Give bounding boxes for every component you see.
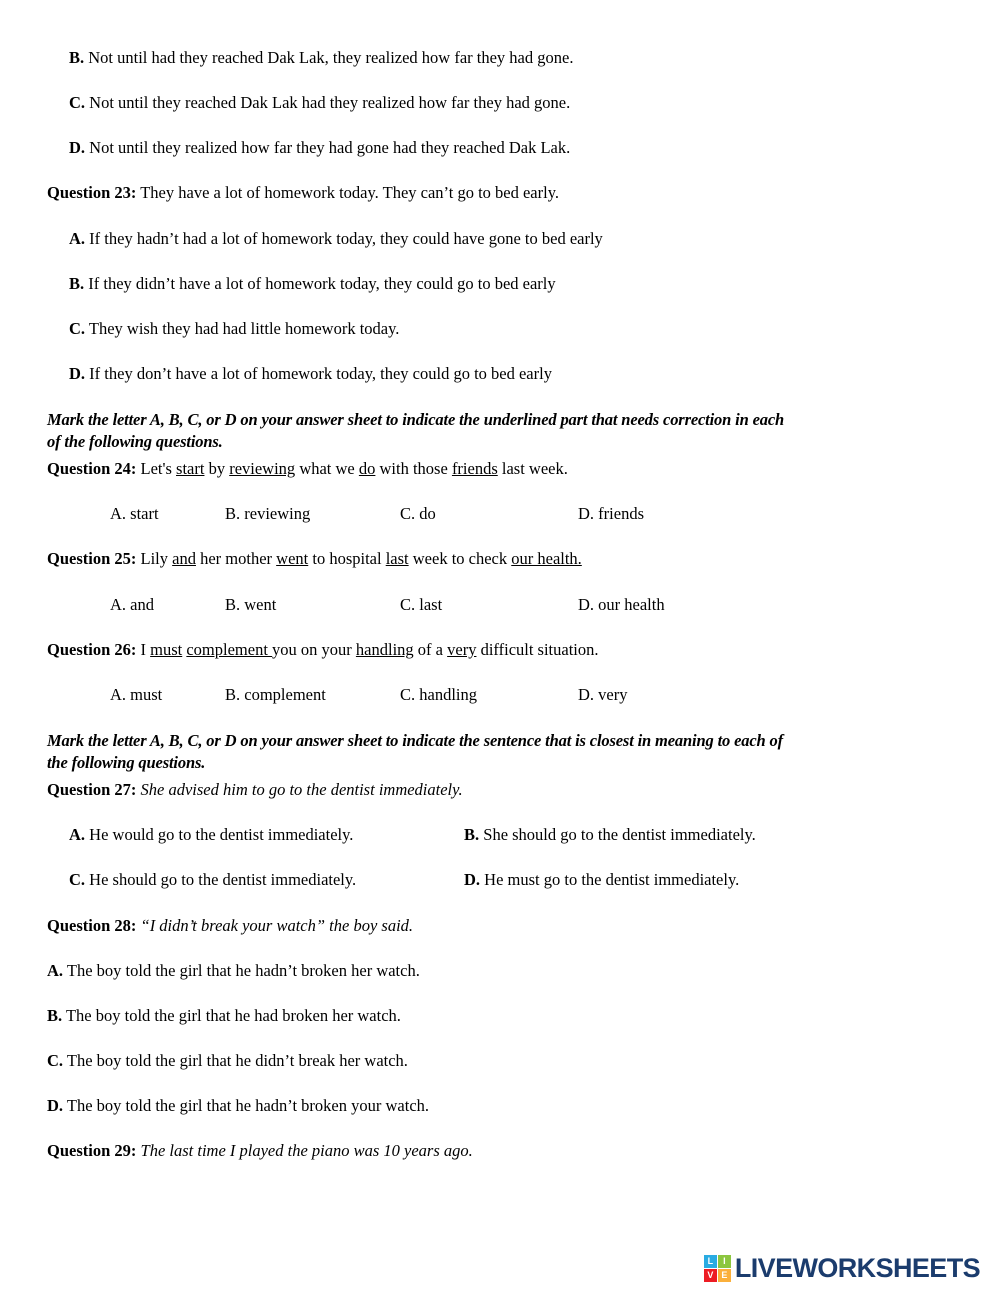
- q27-options-row-2: [69, 870, 953, 889]
- option-letter: B.: [69, 273, 85, 293]
- q26-answer-row: [110, 685, 953, 704]
- option-letter: D.: [464, 870, 481, 890]
- text-segment: last week.: [497, 459, 568, 479]
- question-24: [47, 459, 953, 478]
- q27-option-a: [69, 825, 464, 844]
- option-letter: D.: [69, 138, 86, 158]
- option-letter: C.: [47, 1050, 64, 1070]
- underlined-word: our health.: [511, 549, 582, 569]
- underlined-word: handling: [355, 639, 414, 659]
- text-segment: week to check: [408, 549, 512, 569]
- answer-choice-d: D. our health: [578, 594, 665, 614]
- instruction-line: of the following questions.: [47, 432, 223, 452]
- text-segment: Let's: [140, 459, 177, 479]
- question-label: Question 27:: [47, 780, 137, 800]
- option-text: The boy told the girl that he hadn’t broken your watch.: [63, 1096, 430, 1116]
- option-text: If they didn’t have a lot of homework today, they could go to bed early: [84, 273, 556, 293]
- instruction-correction: [47, 409, 953, 453]
- instruction-line: Mark the letter A, B, C, or D on your answer sheet to indicate the underlined part that needs correction in each: [47, 410, 785, 429]
- icon-letter-i: I: [718, 1255, 731, 1268]
- option-letter: C.: [69, 93, 86, 113]
- question-27: [47, 780, 953, 799]
- option-text: If they hadn’t had a lot of homework today, they could have gone to bed early: [85, 228, 603, 248]
- q28-option-d: [47, 1096, 953, 1115]
- option-line-b: [69, 48, 953, 67]
- question-label: Question 28:: [47, 915, 137, 935]
- q23-option-b: [69, 274, 953, 293]
- option-text: If they don’t have a lot of homework today, they could go to bed early: [85, 363, 552, 383]
- option-letter: A.: [69, 825, 86, 845]
- answer-choice-c: C. do: [400, 504, 436, 524]
- question-26: [47, 640, 953, 659]
- answer-choice-d: D. very: [578, 684, 628, 704]
- question-sentence: She advised him to go to the dentist immediately.: [136, 780, 463, 800]
- option-text: She should go to the dentist immediately.: [479, 825, 756, 845]
- option-text: They wish they had had little homework today.: [85, 318, 400, 338]
- q27-option-c: [69, 870, 464, 889]
- question-sentence: [141, 549, 582, 568]
- q27-options-row-1: [69, 825, 953, 844]
- answer-choice-c: C. last: [400, 594, 443, 614]
- text-segment: you on your: [272, 639, 356, 659]
- question-sentence: [141, 459, 568, 478]
- text-segment: I: [140, 639, 151, 659]
- question-label: Question 26:: [47, 639, 137, 659]
- answer-choice-c: C. handling: [400, 684, 477, 704]
- option-text: Not until had they reached Dak Lak, they realized how far they had gone.: [84, 48, 574, 67]
- option-letter: A.: [47, 960, 64, 980]
- answer-choice-b: B. went: [225, 594, 277, 614]
- q28-option-a: [47, 961, 953, 980]
- question-23: [47, 183, 953, 202]
- liveworksheets-logo[interactable]: [704, 1253, 980, 1284]
- underlined-word: must: [150, 639, 183, 659]
- option-text: Not until they reached Dak Lak had they realized how far they had gone.: [85, 93, 571, 113]
- underlined-word: friends: [451, 459, 498, 479]
- question-label: Question 24:: [47, 459, 137, 479]
- instruction-line: Mark the letter A, B, C, or D on your answer sheet to indicate the sentence that is closest in meaning to each of: [47, 730, 783, 750]
- option-letter: B.: [69, 48, 85, 67]
- q25-answer-row: [110, 595, 953, 614]
- q23-option-d: [69, 364, 953, 383]
- option-text: Not until they realized how far they had gone had they reached Dak Lak.: [85, 138, 571, 158]
- text-segment: by: [204, 459, 230, 479]
- underlined-word: and: [172, 549, 196, 569]
- answer-choice-a: A. start: [110, 504, 159, 524]
- icon-letter-l: L: [704, 1255, 717, 1268]
- q23-option-c: [69, 319, 953, 338]
- question-sentence: “I didn’t break your watch” the boy said.: [136, 915, 414, 935]
- question-label: Question 25:: [47, 549, 137, 569]
- option-text: The boy told the girl that he hadn’t broken her watch.: [63, 960, 420, 980]
- option-letter: C.: [69, 870, 86, 890]
- question-label: Question 29:: [47, 1141, 137, 1161]
- option-text: He should go to the dentist immediately.: [85, 870, 357, 890]
- option-letter: A.: [69, 228, 86, 248]
- option-text: The boy told the girl that he had broken her watch.: [62, 1005, 401, 1025]
- q28-option-b: [47, 1006, 953, 1025]
- answer-choice-b: B. reviewing: [225, 504, 311, 524]
- option-text: He must go to the dentist immediately.: [480, 870, 740, 890]
- instruction-closest-meaning: [47, 730, 953, 774]
- underlined-word: complement: [186, 639, 273, 659]
- answer-choice-b: B. complement: [225, 684, 326, 704]
- option-letter: C.: [69, 318, 86, 338]
- underlined-word: do: [358, 459, 376, 479]
- text-segment: Lily: [140, 549, 173, 569]
- answer-choice-a: A. and: [110, 594, 154, 614]
- underlined-word: went: [276, 549, 309, 569]
- q27-option-d: [464, 870, 953, 889]
- question-29: [47, 1141, 953, 1160]
- answer-choice-a: A. must: [110, 684, 163, 704]
- question-28: [47, 916, 953, 935]
- question-sentence: [141, 640, 599, 659]
- option-letter: D.: [69, 363, 86, 383]
- icon-letter-v: V: [704, 1269, 717, 1282]
- q28-option-c: [47, 1051, 953, 1070]
- question-label: Question 23:: [47, 183, 137, 203]
- option-line-d: [69, 138, 953, 157]
- text-segment: of a: [413, 639, 448, 659]
- q23-option-a: [69, 229, 953, 248]
- q27-option-b: [464, 825, 953, 844]
- question-25: [47, 549, 953, 568]
- instruction-line: the following questions.: [47, 753, 206, 773]
- text-segment: what we: [295, 459, 359, 479]
- text-segment: to hospital: [308, 549, 386, 569]
- liveworksheets-grid-icon: [704, 1255, 731, 1282]
- option-text: The boy told the girl that he didn’t break her watch.: [63, 1050, 408, 1070]
- question-text: They have a lot of homework today. They can’t go to bed early.: [136, 183, 560, 203]
- option-line-c: [69, 93, 953, 112]
- text-segment: difficult situation.: [476, 639, 599, 659]
- answer-choice-d: D. friends: [578, 504, 644, 524]
- underlined-word: start: [176, 459, 205, 479]
- underlined-word: last: [385, 549, 409, 569]
- text-segment: with those: [375, 459, 452, 479]
- q24-answer-row: [110, 504, 953, 523]
- underlined-word: reviewing: [229, 459, 296, 479]
- option-letter: B.: [47, 1005, 63, 1025]
- liveworksheets-wordmark: LIVEWORKSHEETS: [734, 1253, 980, 1283]
- icon-letter-e: E: [718, 1269, 731, 1282]
- question-sentence: The last time I played the piano was 10 years ago.: [136, 1141, 473, 1161]
- option-text: He would go to the dentist immediately.: [85, 825, 354, 845]
- underlined-word: very: [447, 639, 477, 659]
- text-segment: her mother: [195, 549, 277, 569]
- option-letter: D.: [47, 1096, 64, 1116]
- option-letter: B.: [464, 825, 480, 845]
